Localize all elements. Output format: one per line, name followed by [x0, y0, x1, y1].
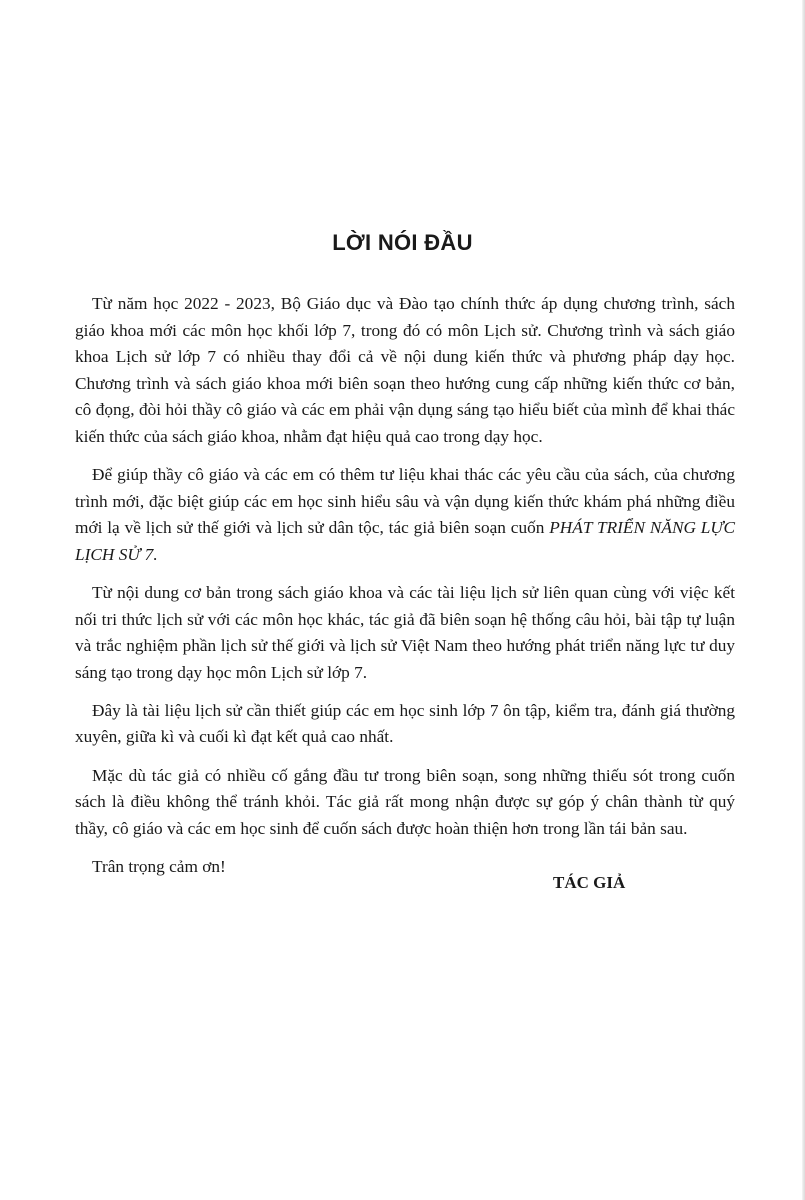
paragraph-1: Từ năm học 2022 - 2023, Bộ Giáo dục và Đào tạo chính thức áp dụng chương trình, sách giáo khoa mới các môn học khối lớp 7, trong đó có môn Lịch sử. Chương trình và sách giáo khoa Lịch sử lớp 7 có nhiều thay đổi cả về nội dung kiến thức và phương pháp dạy học. Chương trình và sách giáo khoa mới biên soạn theo hướng cung cấp những kiến thức cơ bản, cô đọng, đòi hỏi thầy cô giáo và các em phải vận dụng sáng tạo hiểu biết của mình để khai thác kiến thức của sách giáo khoa, nhằm đạt hiệu quả cao trong dạy học.	[75, 294, 735, 446]
paragraph-2	[75, 462, 735, 568]
paragraph-3: Từ nội dung cơ bản trong sách giáo khoa và các tài liệu lịch sử liên quan cùng với việc kết nối tri thức lịch sử với các môn học khác, tác giả đã biên soạn hệ thống câu hỏi, bài tập tự luận và trắc nghiệm phần lịch sử thế giới và lịch sử Việt Nam theo hướng phát triển năng lực tư duy sáng tạo trong dạy học môn Lịch sử lớp 7.	[75, 582, 735, 682]
paragraph-2-text: Để giúp thầy cô giáo và các em có thêm tư liệu khai thác các yêu cầu của sách, của chương trình mới, đặc biệt giúp các em học sinh hiểu sâu và vận dụng kiến thức khám phá những điều mới lạ về lịch sử thế giới và lịch sử dân tộc, tác giả biên soạn cuốn	[75, 465, 735, 538]
paragraph-5: Mặc dù tác giả có nhiều cố gắng đầu tư trong biên soạn, song những thiếu sót trong cuốn sách là điều không thể tránh khỏi. Tác giả rất mong nhận được sự góp ý chân thành từ quý thầy, cô giáo và các em học sinh để cuốn sách được hoàn thiện hơn trong lần tái bản sau.	[75, 765, 735, 838]
paragraph-6-closing: Trân trọng cảm ơn!	[92, 856, 226, 876]
preface-body	[75, 291, 735, 892]
paragraph-4: Đây là tài liệu lịch sử cần thiết giúp các em học sinh lớp 7 ôn tập, kiểm tra, đánh giá thường xuyên, giữa kì và cuối kì đạt kết quả cao nhất.	[75, 700, 735, 747]
page-title: LỜI NÓI ĐẦU	[332, 230, 473, 255]
author-signature: TÁC GIẢ	[553, 873, 626, 892]
book-title-reference: PHÁT TRIỂN NĂNG LỰC LỊCH SỬ 7.	[75, 518, 735, 564]
